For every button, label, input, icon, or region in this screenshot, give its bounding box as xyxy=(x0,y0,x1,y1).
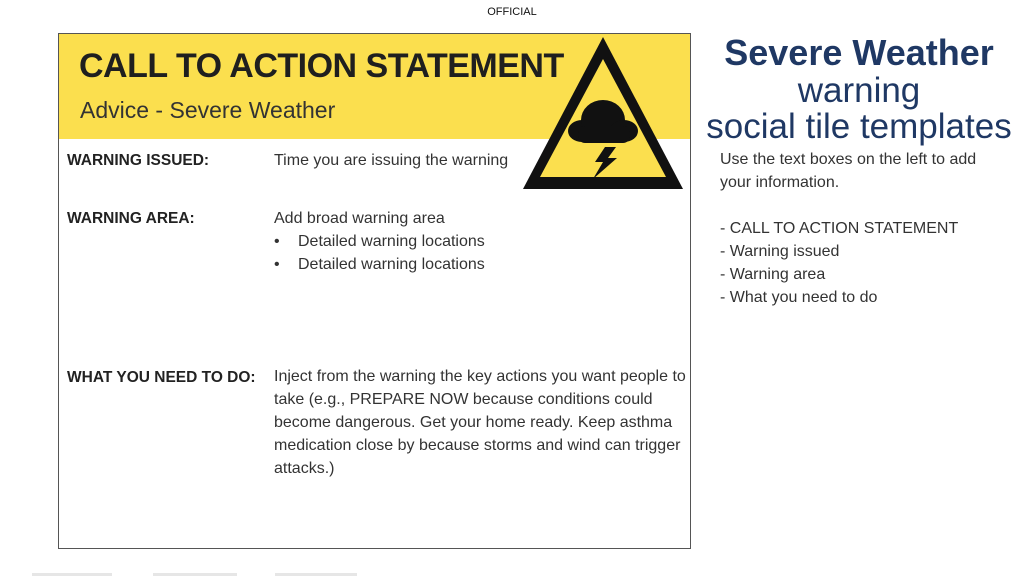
what-to-do-label: WHAT YOU NEED TO DO: xyxy=(67,369,256,386)
classification-label: OFFICIAL xyxy=(487,6,537,18)
instructions-list-item: - CALL TO ACTION STATEMENT xyxy=(720,220,959,237)
side-title-main: Severe Weather xyxy=(724,32,994,73)
warning-location-item: • Detailed warning locations xyxy=(274,230,485,253)
warning-location-item: • Detailed warning locations xyxy=(274,253,485,276)
storm-warning-icon xyxy=(520,34,686,192)
what-to-do-textbox[interactable]: Inject from the warning the key actions you want people to take (e.g., PREPARE NOW because conditions could become dangerous. Get your home ready. Keep asthma medication close by because storms and wind can trigger attacks.) xyxy=(274,368,686,477)
cta-title[interactable]: CALL TO ACTION STATEMENT xyxy=(79,47,564,85)
warning-issued-label: WARNING ISSUED: xyxy=(67,152,210,169)
instructions-list-item: - Warning issued xyxy=(720,243,840,260)
warning-area-label: WARNING AREA: xyxy=(67,210,195,227)
warning-area-textbox[interactable] xyxy=(274,207,485,276)
cta-subtitle[interactable]: Advice - Severe Weather xyxy=(80,97,336,123)
side-title-line3: social tile templates xyxy=(706,107,1012,146)
instructions-list-item: - What you need to do xyxy=(720,289,878,306)
side-instructions xyxy=(720,148,1010,309)
instructions-text: Use the text boxes on the left to add your information. xyxy=(720,151,977,191)
side-title-line2: warning xyxy=(797,71,921,110)
warning-area-broad: Add broad warning area xyxy=(274,210,445,227)
warning-issued-textbox[interactable]: Time you are issuing the warning xyxy=(274,152,509,169)
instructions-list-item: - Warning area xyxy=(720,266,826,283)
side-title xyxy=(700,33,1018,145)
warning-locations-list xyxy=(274,230,485,276)
instructions-list xyxy=(720,217,1010,309)
